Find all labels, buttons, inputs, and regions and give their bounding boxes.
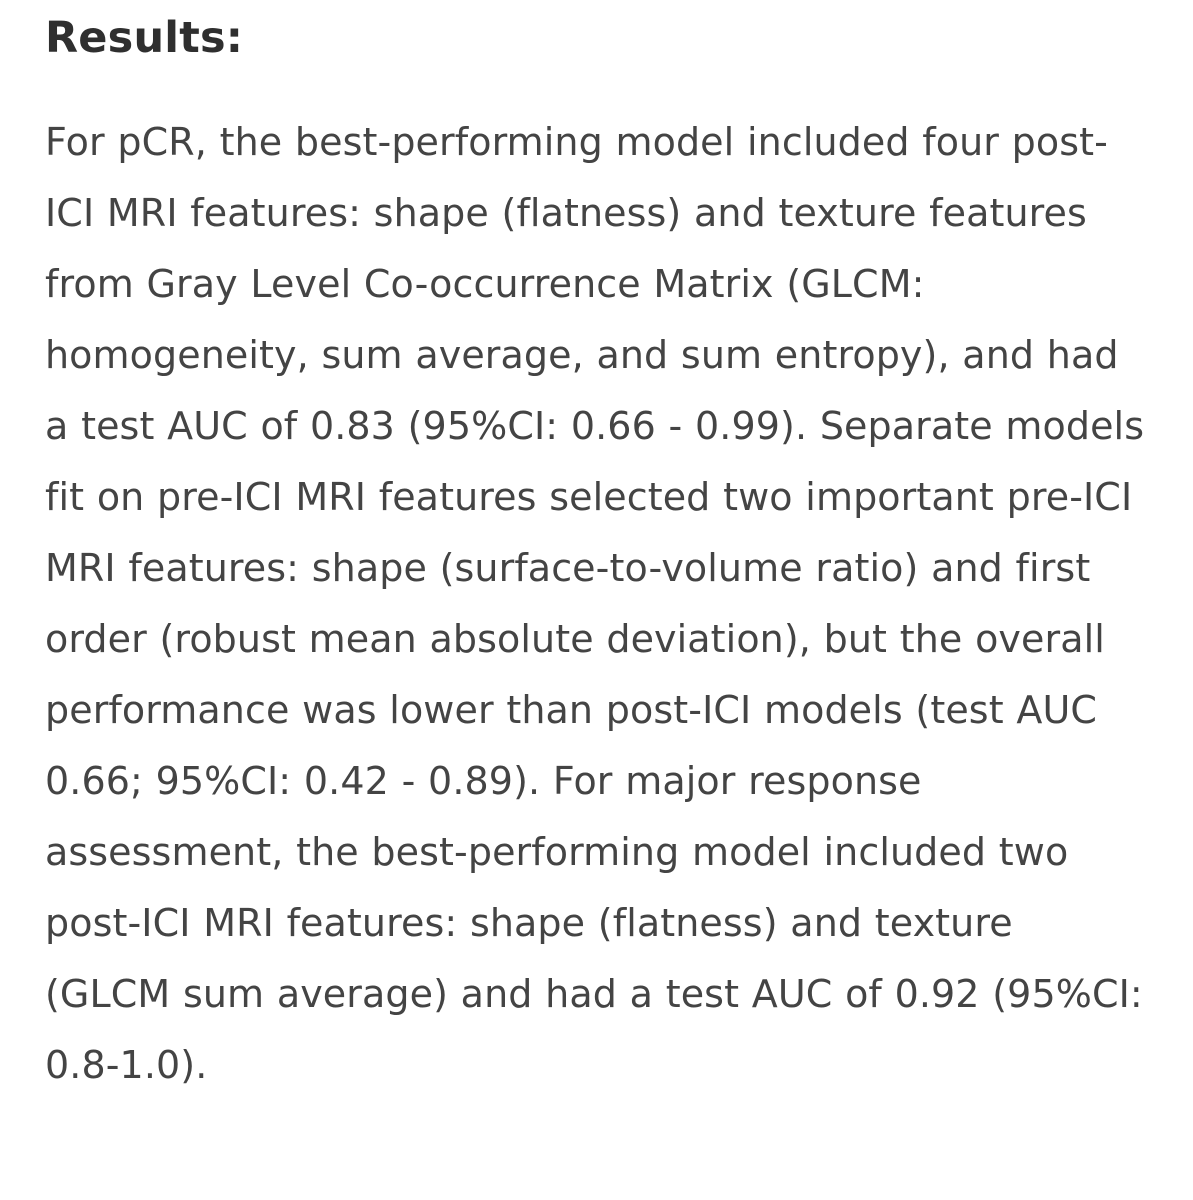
section-heading-results: Results:: [45, 13, 244, 63]
results-paragraph: For pCR, the best-performing model included four post-ICI MRI features: shape (flatness) and texture features from Gray Level Co-occurrence Matrix (GLCM: homogeneity, sum average, and sum entropy), and had a test AUC of 0.83 (95%CI: 0.66 - 0.99). Separate models fit on pre-ICI MRI features selected two important pre-ICI MRI features: shape (surface-to-volume ratio) and first order (robust mean absolute deviation), but the overall performance was lower than post-ICI models (test AUC 0.66; 95%CI: 0.42 - 0.89). For major response assessment, the best-performing model included two post-ICI MRI features: shape (flatness) and texture (GLCM sum average) and had a test AUC of 0.92 (95%CI: 0.8-1.0).: [45, 120, 1145, 1088]
